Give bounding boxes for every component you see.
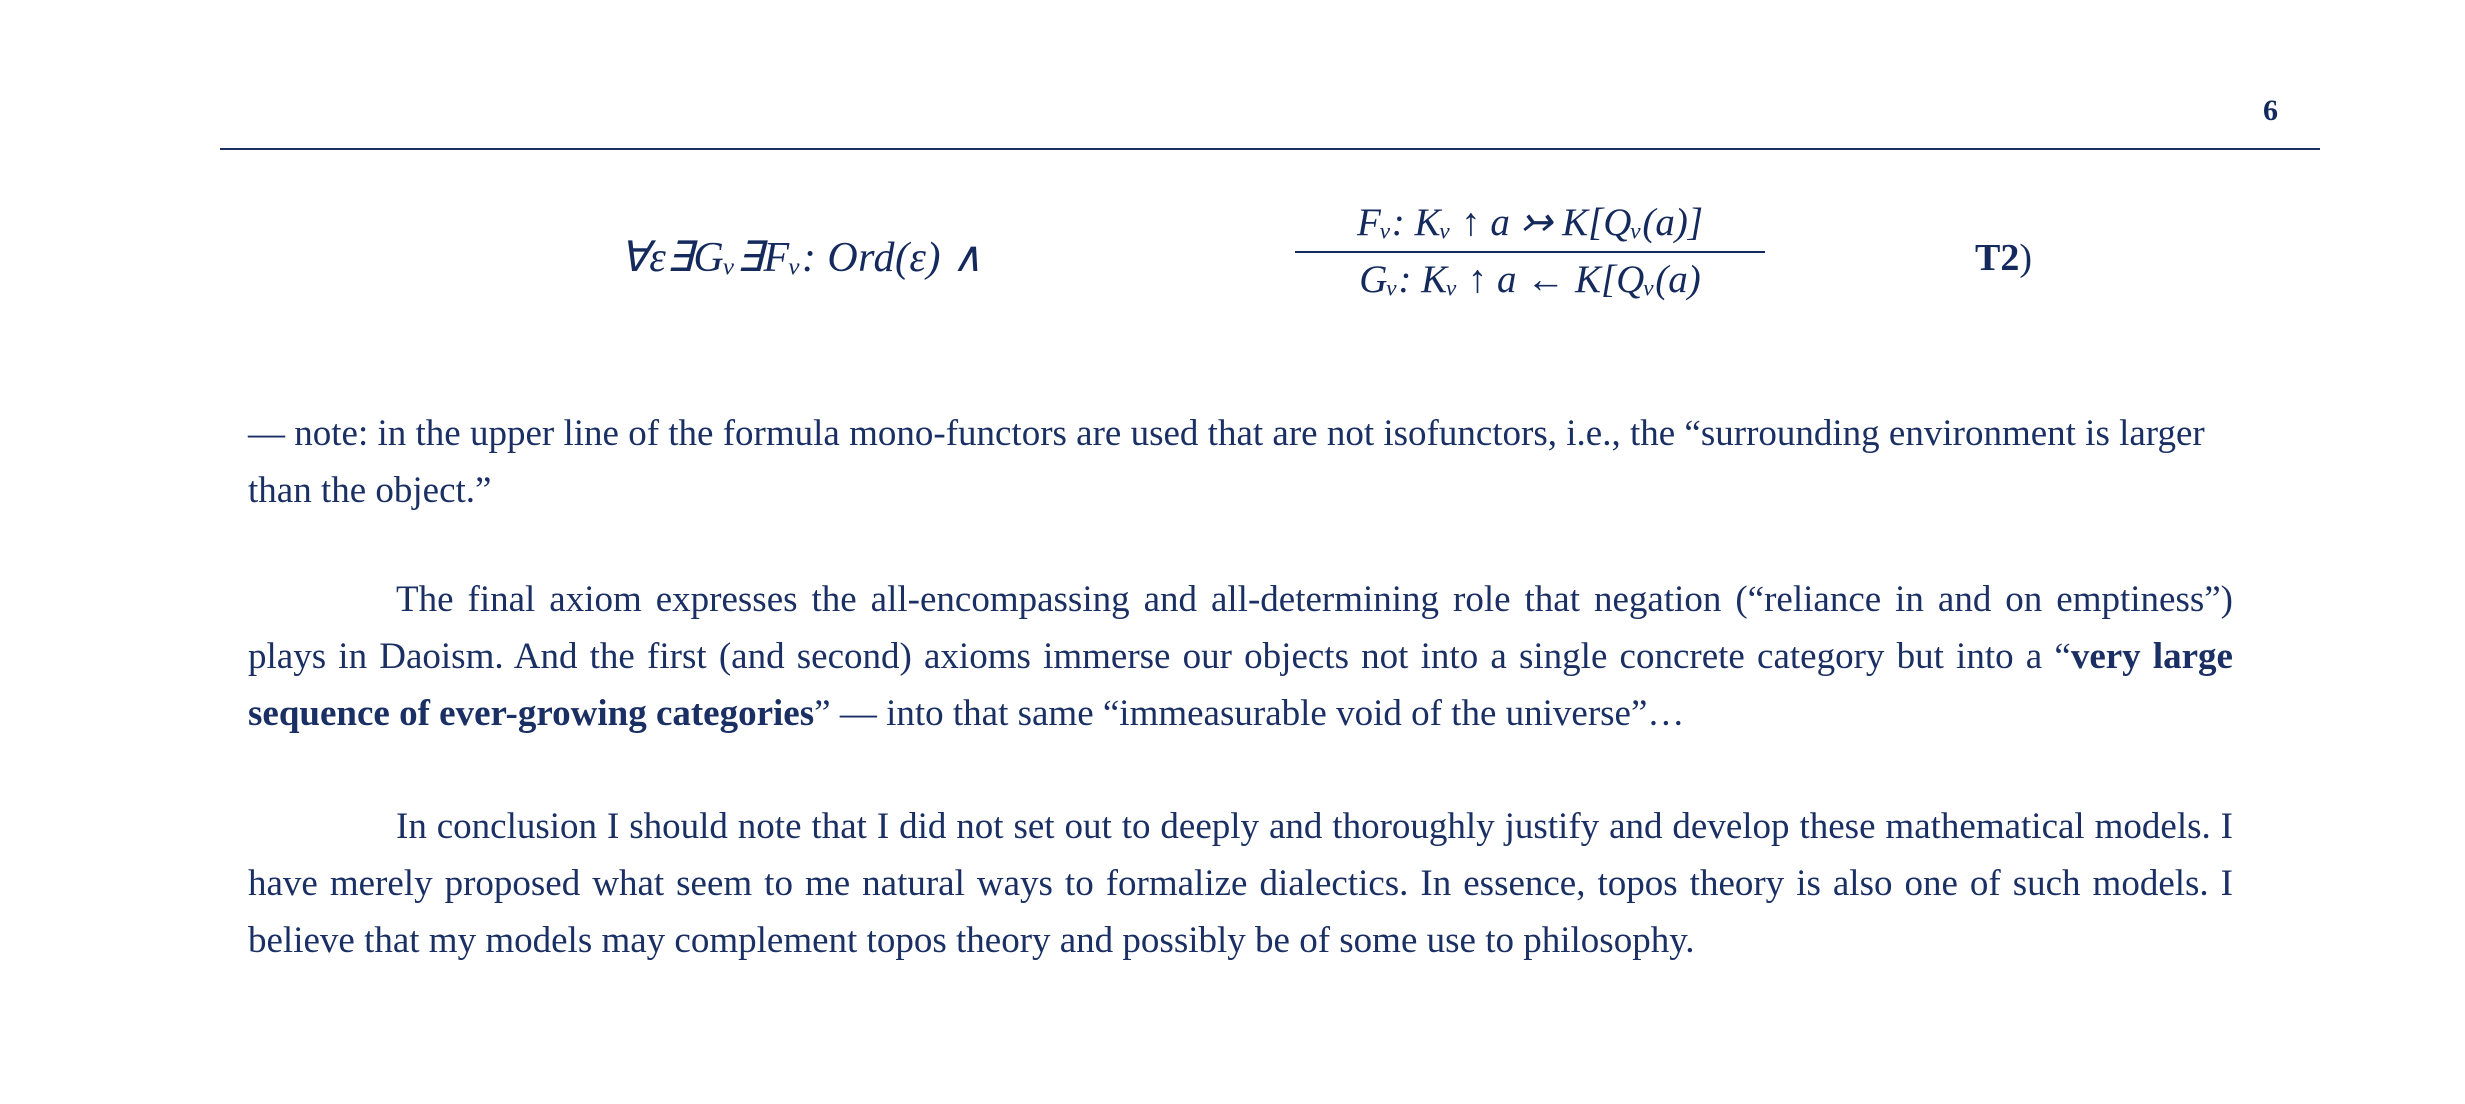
paragraph-conclusion: In conclusion I should note that I did not set out to deeply and thoroughly justify and develop these mathematical models. I have merely proposed what seem to me natural ways to formalize dialectics. In essence, topos theory is also one of such models. I believe that my models may complement topos theory and possibly be of some use to philosophy.: [248, 806, 2233, 961]
formula-block: [220, 190, 2320, 330]
formula-fraction: [1295, 196, 1765, 308]
body-text: [248, 405, 2233, 969]
paragraph-note: — note: in the upper line of the formula mono-functors are used that are not isofunctors, i.e., the “surrounding environment is larger than the object.”: [248, 413, 2205, 511]
header-divider: [220, 148, 2320, 150]
formula-inner: [220, 190, 2320, 330]
formula-numerator: Fᵥ: Kᵥ ↑ a ↣ K[Qᵥ(a)]: [1357, 201, 1703, 244]
paragraph-axioms-part2: ” — into that same “immeasurable void of the universe”…: [814, 693, 1685, 734]
paragraph-axioms-part1: The final axiom expresses the all-encompassing and all-determining role that negation (“reliance in and on emptiness”) plays in Daoism. And the first (and second) axioms immerse our objects not into a single concrete category but into a “: [248, 579, 2233, 677]
formula-left-expression: ∀ε∃Gᵥ∃Fᵥ: Ord(ε) ∧: [620, 235, 984, 281]
page-number: 6: [2263, 94, 2278, 127]
formula-tag-label: T2: [1975, 237, 2020, 279]
paragraph-axioms: [248, 571, 2233, 742]
page-header: [220, 96, 2320, 150]
formula-tag: [1975, 236, 2032, 280]
paragraph-axioms-emphasis: very large sequence of ever-growing categories: [248, 636, 2233, 734]
formula-tag-suffix: ): [2019, 237, 2033, 279]
formula-denominator: Gᵥ: Kᵥ ↑ a ← K[Qᵥ(a): [1359, 258, 1701, 301]
